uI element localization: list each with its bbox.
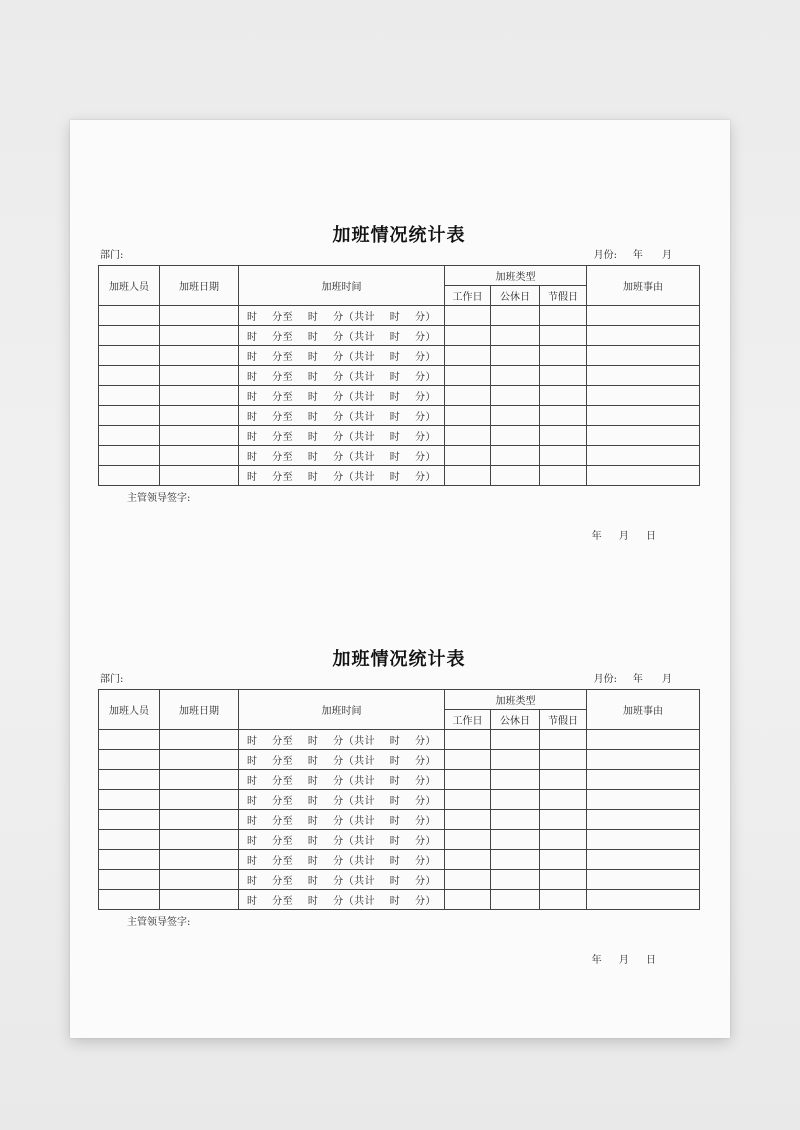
cell-person[interactable] [99, 730, 160, 750]
cell-person[interactable] [99, 790, 160, 810]
cell-restday[interactable] [491, 810, 540, 830]
header-reason: 加班事由 [587, 266, 700, 306]
signature-date: 年 月 日 [591, 531, 656, 542]
cell-date[interactable] [160, 810, 239, 830]
cell-holiday[interactable] [540, 730, 587, 750]
cell-person[interactable] [99, 426, 160, 446]
table-row [99, 890, 700, 910]
cell-time[interactable]: 时 分至 时 分（共计 时 分） [239, 810, 445, 830]
cell-time[interactable]: 时 分至 时 分（共计 时 分） [239, 730, 445, 750]
cell-workday[interactable] [445, 830, 491, 850]
cell-workday[interactable] [445, 426, 491, 446]
table-body [99, 730, 700, 910]
table-row [99, 306, 700, 326]
table-row [99, 426, 700, 446]
cell-time[interactable]: 时 分至 时 分（共计 时 分） [239, 426, 445, 446]
cell-person[interactable] [99, 346, 160, 366]
table-row [99, 770, 700, 790]
department-label: 部门: [100, 674, 124, 685]
cell-reason[interactable] [587, 730, 700, 750]
cell-reason[interactable] [587, 366, 700, 386]
table-row [99, 466, 700, 486]
cell-workday[interactable] [445, 770, 491, 790]
cell-holiday[interactable] [540, 446, 587, 466]
cell-reason[interactable] [587, 750, 700, 770]
cell-date[interactable] [160, 790, 239, 810]
cell-date[interactable] [160, 850, 239, 870]
cell-person[interactable] [99, 830, 160, 850]
cell-restday[interactable] [491, 870, 540, 890]
cell-workday[interactable] [445, 386, 491, 406]
cell-date[interactable] [160, 466, 239, 486]
cell-person[interactable] [99, 406, 160, 426]
table-row [99, 830, 700, 850]
cell-person[interactable] [99, 810, 160, 830]
cell-time[interactable]: 时 分至 时 分（共计 时 分） [239, 306, 445, 326]
cell-time[interactable]: 时 分至 时 分（共计 时 分） [239, 870, 445, 890]
cell-date[interactable] [160, 326, 239, 346]
cell-reason[interactable] [587, 466, 700, 486]
cell-workday[interactable] [445, 406, 491, 426]
overtime-form-2 [98, 645, 700, 966]
cell-holiday[interactable] [540, 770, 587, 790]
cell-person[interactable] [99, 770, 160, 790]
cell-time[interactable]: 时 分至 时 分（共计 时 分） [239, 466, 445, 486]
cell-date[interactable] [160, 406, 239, 426]
cell-person[interactable] [99, 890, 160, 910]
cell-reason[interactable] [587, 306, 700, 326]
cell-time[interactable]: 时 分至 时 分（共计 时 分） [239, 890, 445, 910]
cell-workday[interactable] [445, 446, 491, 466]
cell-time[interactable]: 时 分至 时 分（共计 时 分） [239, 346, 445, 366]
cell-restday[interactable] [491, 446, 540, 466]
header-type: 加班类型 [445, 690, 587, 710]
overtime-table [98, 265, 700, 486]
cell-holiday[interactable] [540, 426, 587, 446]
cell-reason[interactable] [587, 810, 700, 830]
header-restday: 公休日 [491, 710, 540, 730]
cell-person[interactable] [99, 850, 160, 870]
cell-person[interactable] [99, 466, 160, 486]
form-title: 加班情况统计表 [332, 649, 466, 670]
cell-restday[interactable] [491, 386, 540, 406]
cell-workday[interactable] [445, 346, 491, 366]
cell-reason[interactable] [587, 790, 700, 810]
cell-person[interactable] [99, 750, 160, 770]
cell-date[interactable] [160, 770, 239, 790]
table-row [99, 406, 700, 426]
cell-date[interactable] [160, 830, 239, 850]
cell-workday[interactable] [445, 306, 491, 326]
table-row [99, 730, 700, 750]
header-time: 加班时间 [239, 690, 445, 730]
cell-time[interactable]: 时 分至 时 分（共计 时 分） [239, 326, 445, 346]
cell-reason[interactable] [587, 830, 700, 850]
cell-restday[interactable] [491, 306, 540, 326]
table-body [99, 306, 700, 486]
header-workday: 工作日 [445, 710, 491, 730]
table-row [99, 870, 700, 890]
table-row [99, 346, 700, 366]
header-date: 加班日期 [160, 690, 239, 730]
cell-date[interactable] [160, 426, 239, 446]
cell-workday[interactable] [445, 366, 491, 386]
cell-date[interactable] [160, 346, 239, 366]
cell-holiday[interactable] [540, 466, 587, 486]
cell-holiday[interactable] [540, 306, 587, 326]
cell-holiday[interactable] [540, 366, 587, 386]
signature-label: 主管领导签字: [127, 493, 191, 504]
cell-date[interactable] [160, 730, 239, 750]
table-row [99, 810, 700, 830]
cell-reason[interactable] [587, 890, 700, 910]
cell-date[interactable] [160, 890, 239, 910]
table-row [99, 386, 700, 406]
header-restday: 公休日 [491, 286, 540, 306]
header-person: 加班人员 [99, 266, 160, 306]
cell-person[interactable] [99, 306, 160, 326]
table-row [99, 366, 700, 386]
cell-restday[interactable] [491, 346, 540, 366]
cell-restday[interactable] [491, 830, 540, 850]
cell-restday[interactable] [491, 750, 540, 770]
header-workday: 工作日 [445, 286, 491, 306]
cell-restday[interactable] [491, 366, 540, 386]
cell-restday[interactable] [491, 426, 540, 446]
header-reason: 加班事由 [587, 690, 700, 730]
table-row [99, 790, 700, 810]
cell-holiday[interactable] [540, 790, 587, 810]
table-row [99, 326, 700, 346]
cell-restday[interactable] [491, 326, 540, 346]
signature-label: 主管领导签字: [127, 917, 191, 928]
cell-holiday[interactable] [540, 750, 587, 770]
cell-holiday[interactable] [540, 326, 587, 346]
cell-restday[interactable] [491, 770, 540, 790]
cell-holiday[interactable] [540, 850, 587, 870]
header-holiday: 节假日 [540, 710, 587, 730]
cell-time[interactable]: 时 分至 时 分（共计 时 分） [239, 770, 445, 790]
overtime-table [98, 689, 700, 910]
cell-restday[interactable] [491, 890, 540, 910]
cell-workday[interactable] [445, 850, 491, 870]
cell-holiday[interactable] [540, 406, 587, 426]
cell-time[interactable]: 时 分至 时 分（共计 时 分） [239, 446, 445, 466]
cell-reason[interactable] [587, 850, 700, 870]
document-page [70, 120, 730, 1038]
cell-holiday[interactable] [540, 346, 587, 366]
cell-workday[interactable] [445, 750, 491, 770]
cell-person[interactable] [99, 326, 160, 346]
cell-workday[interactable] [445, 326, 491, 346]
cell-reason[interactable] [587, 870, 700, 890]
department-label: 部门: [100, 250, 124, 261]
cell-workday[interactable] [445, 870, 491, 890]
cell-reason[interactable] [587, 386, 700, 406]
cell-date[interactable] [160, 446, 239, 466]
cell-time[interactable]: 时 分至 时 分（共计 时 分） [239, 750, 445, 770]
cell-holiday[interactable] [540, 386, 587, 406]
cell-date[interactable] [160, 870, 239, 890]
cell-reason[interactable] [587, 346, 700, 366]
cell-time[interactable]: 时 分至 时 分（共计 时 分） [239, 386, 445, 406]
cell-date[interactable] [160, 306, 239, 326]
cell-restday[interactable] [491, 730, 540, 750]
cell-workday[interactable] [445, 790, 491, 810]
cell-date[interactable] [160, 386, 239, 406]
cell-restday[interactable] [491, 406, 540, 426]
header-holiday: 节假日 [540, 286, 587, 306]
month-label: 月份: 年 月 [593, 250, 672, 261]
cell-holiday[interactable] [540, 870, 587, 890]
cell-person[interactable] [99, 386, 160, 406]
cell-restday[interactable] [491, 850, 540, 870]
overtime-form-1 [98, 221, 700, 542]
cell-time[interactable]: 时 分至 时 分（共计 时 分） [239, 830, 445, 850]
cell-time[interactable]: 时 分至 时 分（共计 时 分） [239, 366, 445, 386]
cell-restday[interactable] [491, 466, 540, 486]
cell-workday[interactable] [445, 466, 491, 486]
cell-date[interactable] [160, 366, 239, 386]
cell-date[interactable] [160, 750, 239, 770]
cell-person[interactable] [99, 870, 160, 890]
cell-time[interactable]: 时 分至 时 分（共计 时 分） [239, 406, 445, 426]
header-person: 加班人员 [99, 690, 160, 730]
cell-time[interactable]: 时 分至 时 分（共计 时 分） [239, 850, 445, 870]
header-date: 加班日期 [160, 266, 239, 306]
cell-workday[interactable] [445, 810, 491, 830]
cell-workday[interactable] [445, 890, 491, 910]
table-row [99, 750, 700, 770]
cell-time[interactable]: 时 分至 时 分（共计 时 分） [239, 790, 445, 810]
cell-holiday[interactable] [540, 810, 587, 830]
form-title: 加班情况统计表 [332, 225, 466, 246]
cell-reason[interactable] [587, 406, 700, 426]
cell-person[interactable] [99, 446, 160, 466]
cell-reason[interactable] [587, 770, 700, 790]
header-time: 加班时间 [239, 266, 445, 306]
table-row [99, 850, 700, 870]
cell-holiday[interactable] [540, 890, 587, 910]
month-label: 月份: 年 月 [593, 674, 672, 685]
cell-person[interactable] [99, 366, 160, 386]
cell-reason[interactable] [587, 326, 700, 346]
cell-holiday[interactable] [540, 830, 587, 850]
cell-reason[interactable] [587, 446, 700, 466]
cell-restday[interactable] [491, 790, 540, 810]
signature-date: 年 月 日 [591, 955, 656, 966]
table-row [99, 446, 700, 466]
cell-workday[interactable] [445, 730, 491, 750]
cell-reason[interactable] [587, 426, 700, 446]
header-type: 加班类型 [445, 266, 587, 286]
